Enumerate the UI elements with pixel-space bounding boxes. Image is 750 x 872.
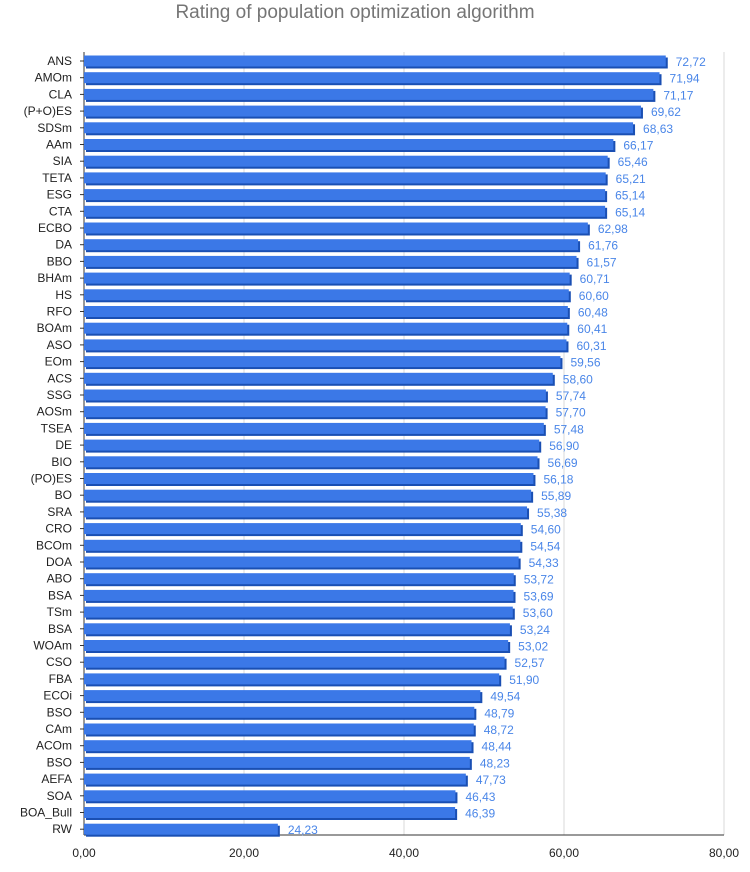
bar (84, 657, 505, 668)
category-label: SDSm (37, 120, 72, 135)
category-label: ANS (47, 54, 72, 68)
data-label: 65,21 (615, 171, 646, 186)
category-label: BBO (46, 254, 72, 269)
data-label: 60,31 (576, 338, 607, 353)
data-label: 54,60 (530, 522, 561, 537)
bar (84, 56, 666, 67)
bar (84, 807, 455, 818)
category-label: ABO (46, 571, 72, 586)
data-label: 48,72 (483, 723, 514, 737)
bar (84, 406, 546, 417)
data-label: 56,18 (543, 472, 574, 487)
category-label: DE (55, 438, 72, 453)
x-tick-label: 40,00 (388, 846, 420, 860)
bar (84, 790, 455, 801)
data-label: 65,14 (615, 188, 646, 203)
bar (84, 673, 499, 684)
bar (84, 607, 513, 618)
bar (84, 306, 568, 317)
data-label: 46,39 (465, 806, 496, 821)
data-label: 47,73 (475, 773, 506, 788)
bar (84, 89, 653, 100)
bar (84, 523, 521, 534)
chart-title: Rating of population optimization algorithm (175, 2, 535, 23)
bar (84, 289, 569, 300)
bar (84, 557, 519, 568)
category-label: BOAm (36, 321, 72, 336)
data-label: 53,69 (523, 589, 554, 604)
category-label: CTA (48, 204, 72, 219)
bar (84, 423, 544, 434)
bar (84, 189, 605, 200)
data-label: 61,76 (588, 238, 619, 253)
category-label: BSA (47, 621, 72, 636)
data-label: 62,98 (597, 222, 628, 236)
category-label: TETA (42, 170, 72, 185)
bar (84, 590, 514, 601)
bar (84, 573, 514, 584)
bar (84, 724, 474, 735)
x-tick-label: 0,00 (72, 846, 96, 860)
bar (84, 506, 527, 517)
bar (84, 690, 480, 701)
category-label: HS (55, 287, 72, 302)
data-label: 53,24 (519, 622, 550, 637)
bar (84, 273, 570, 284)
bar (84, 223, 588, 234)
category-label: AOSm (36, 404, 72, 419)
data-label: 56,69 (547, 455, 578, 470)
data-label: 51,90 (509, 672, 540, 687)
category-label: AMOm (34, 70, 72, 85)
data-label: 48,44 (481, 739, 512, 754)
bar (84, 824, 278, 835)
data-label: 60,48 (577, 305, 608, 320)
bar (84, 490, 531, 501)
category-label: SOA (46, 788, 72, 803)
category-label: ESG (46, 187, 72, 202)
data-label: 54,33 (528, 556, 559, 570)
data-label: 61,57 (586, 255, 617, 270)
bar (84, 156, 608, 167)
bar (84, 757, 470, 768)
category-label: CRO (45, 521, 72, 536)
data-label: 60,41 (577, 322, 608, 337)
bar (84, 373, 553, 384)
data-label: 55,89 (541, 489, 572, 504)
data-label: 72,72 (675, 55, 706, 69)
category-label: SRA (47, 504, 72, 519)
category-label: SIA (52, 154, 72, 169)
category-label: TSEA (40, 421, 72, 436)
x-tick-label: 20,00 (228, 846, 260, 860)
category-label: EOm (44, 354, 72, 369)
bar (84, 72, 660, 83)
data-label: 60,71 (579, 272, 610, 287)
bar (84, 540, 520, 551)
bar (84, 623, 510, 634)
category-label: SSG (46, 388, 72, 402)
category-label: BSO (46, 755, 72, 770)
bar (84, 172, 606, 183)
category-label: ECOi (43, 688, 72, 703)
bar (84, 239, 578, 250)
data-label: 71,94 (669, 71, 700, 86)
data-label: 57,70 (555, 405, 586, 420)
category-label: ACOm (36, 738, 72, 753)
category-label: BHAm (37, 271, 72, 286)
category-label: ASO (46, 337, 72, 352)
bar (84, 774, 466, 785)
category-label: (P+O)ES (23, 104, 72, 119)
data-label: 56,90 (549, 439, 580, 454)
category-label: CSO (45, 655, 72, 670)
data-label: 59,56 (570, 355, 601, 370)
data-label: 71,17 (663, 88, 694, 103)
category-label: CLA (48, 87, 72, 102)
bar (84, 640, 508, 651)
category-label: WOAm (33, 638, 72, 653)
category-label: BIO (51, 454, 72, 469)
data-label: 65,14 (615, 205, 646, 220)
category-label: BSO (46, 705, 72, 720)
category-label: ECBO (37, 221, 72, 235)
data-label: 66,17 (623, 138, 654, 153)
data-label: 53,72 (523, 572, 554, 587)
data-label: 48,23 (479, 756, 510, 771)
bar (84, 122, 633, 133)
data-label: 48,79 (484, 706, 515, 721)
category-label: FBA (48, 671, 72, 686)
data-label: 69,62 (650, 105, 681, 120)
data-label: 46,43 (465, 789, 496, 804)
bar (84, 339, 566, 350)
bar (84, 139, 613, 150)
data-label: 55,38 (537, 505, 568, 520)
data-label: 58,60 (562, 372, 593, 387)
x-tick-label: 80,00 (708, 846, 740, 860)
bar (84, 740, 472, 751)
data-label: 52,57 (514, 656, 545, 671)
category-label: BO (54, 488, 72, 503)
category-label: BOA_Bull (19, 805, 72, 820)
category-label: AEFA (41, 772, 72, 787)
data-label: 65,46 (617, 155, 648, 170)
bar (84, 473, 533, 484)
bar (84, 356, 560, 367)
category-label: AAm (45, 137, 72, 152)
category-label: (PO)ES (30, 471, 72, 486)
bar (84, 707, 474, 718)
data-label: 68,63 (643, 121, 674, 136)
data-label: 57,74 (555, 389, 586, 403)
bar (84, 390, 546, 401)
data-label: 49,54 (490, 689, 521, 704)
data-label: 57,48 (553, 422, 584, 437)
x-tick-label: 60,00 (548, 846, 580, 860)
bar (84, 323, 567, 334)
category-label: BSA (47, 588, 72, 603)
category-label: ACS (47, 371, 72, 386)
bar (84, 256, 577, 267)
data-label: 53,02 (518, 639, 549, 654)
category-label: TSm (46, 605, 72, 620)
bar (84, 106, 641, 117)
bar (84, 440, 539, 451)
category-label: DOA (45, 555, 72, 569)
category-label: BCOm (36, 538, 72, 553)
bar (84, 206, 605, 217)
data-label: 54,54 (530, 539, 561, 554)
data-label: 53,60 (522, 606, 553, 621)
bar (84, 456, 538, 467)
data-label: 24,23 (287, 823, 318, 838)
data-label: 60,60 (578, 288, 609, 303)
category-label: CAm (45, 722, 72, 736)
category-label: RFO (46, 304, 72, 319)
category-label: DA (55, 237, 72, 252)
category-label: RW (52, 822, 72, 837)
